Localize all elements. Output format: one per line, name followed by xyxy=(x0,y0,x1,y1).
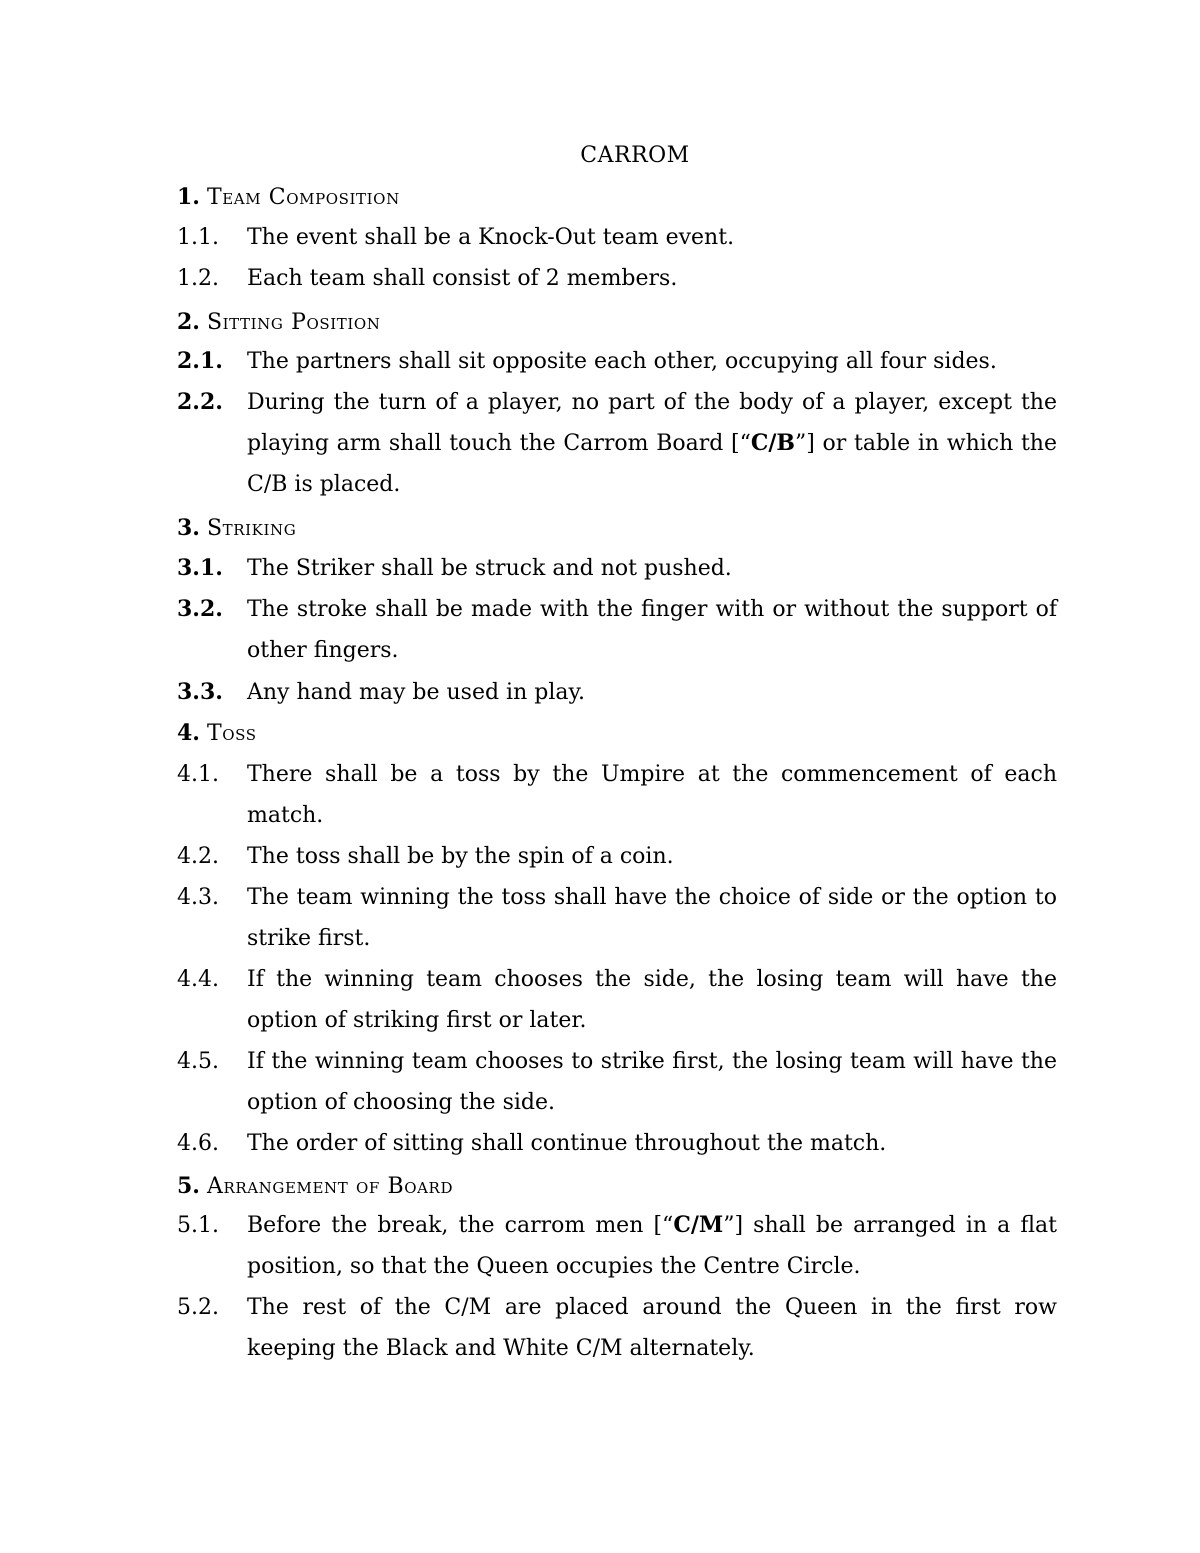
section-heading-arrangement-of-board xyxy=(177,1170,453,1203)
clause-4-4 xyxy=(177,959,1057,1041)
clause-text: The toss shall be by the spin of a coin. xyxy=(247,844,674,869)
clause-text: During the turn of a player, no part of the body of a player, except the playing arm shall touch the Carrom Board [“C/B”] or table in which the C/B is placed. xyxy=(247,390,1057,497)
clause-number: 3.1. xyxy=(177,555,223,581)
clause-text: The stroke shall be made with the finger with or without the support of other fingers. xyxy=(247,597,1057,663)
clause-text: The event shall be a Knock-Out team event. xyxy=(247,225,735,250)
clause-2-2 xyxy=(177,382,1057,505)
clause-number: 4.3. xyxy=(177,885,219,910)
clause-number: 4.2. xyxy=(177,844,219,869)
clause-1-2 xyxy=(177,258,1057,299)
clause-text: Before the break, the carrom men [“C/M”] shall be arranged in a flat position, so that the Queen occupies the Centre Circle. xyxy=(247,1212,1057,1279)
clause-number: 5.2. xyxy=(177,1295,219,1320)
clause-number: 1.1. xyxy=(177,225,219,250)
clause-text: There shall be a toss by the Umpire at the commencement of each match. xyxy=(247,762,1057,828)
section-number: 3. xyxy=(177,515,200,541)
clause-text: The team winning the toss shall have the choice of side or the option to strike first. xyxy=(247,885,1057,951)
clause-number: 4.4. xyxy=(177,967,219,992)
section-heading-sitting-position xyxy=(177,306,381,339)
section-number: 1. xyxy=(177,184,200,210)
clause-number: 4.1. xyxy=(177,762,219,787)
section-title: Team Composition xyxy=(206,185,400,210)
clause-number: 3.2. xyxy=(177,596,223,622)
document-title: CARROM xyxy=(580,143,690,168)
clause-4-2 xyxy=(177,836,1057,877)
abbreviation-cm: C/M xyxy=(673,1212,724,1238)
clause-text: The rest of the C/M are placed around the Queen in the first row keeping the Black and White C/M alternately. xyxy=(247,1295,1057,1361)
clause-3-3 xyxy=(177,672,1057,713)
clause-number: 2.1. xyxy=(177,348,223,374)
abbreviation-cb: C/B xyxy=(750,430,796,456)
section-number: 5. xyxy=(177,1173,200,1199)
clause-1-1 xyxy=(177,217,1057,258)
clause-number: 5.1. xyxy=(177,1213,219,1238)
clause-4-1 xyxy=(177,754,1057,836)
clause-5-1 xyxy=(177,1205,1057,1287)
clause-text: If the winning team chooses to strike first, the losing team will have the option of choosing the side. xyxy=(247,1049,1057,1115)
clause-number: 4.6. xyxy=(177,1131,219,1156)
clause-text: The partners shall sit opposite each other, occupying all four sides. xyxy=(247,349,997,374)
clause-number: 4.5. xyxy=(177,1049,219,1074)
section-title: Striking xyxy=(206,516,297,541)
section-title: Toss xyxy=(206,721,257,746)
clause-text: The Striker shall be struck and not pushed. xyxy=(247,556,732,581)
section-heading-striking xyxy=(177,512,296,545)
section-heading-toss xyxy=(177,717,257,750)
clause-3-1 xyxy=(177,548,1057,589)
clause-4-6 xyxy=(177,1123,1057,1164)
clause-4-5 xyxy=(177,1041,1057,1123)
clause-3-2 xyxy=(177,589,1057,671)
clause-5-2 xyxy=(177,1287,1057,1369)
clause-text: Each team shall consist of 2 members. xyxy=(247,266,678,291)
clause-2-1 xyxy=(177,341,1057,382)
clause-text: If the winning team chooses the side, the losing team will have the option of striking first or later. xyxy=(247,967,1057,1033)
section-title: Arrangement of Board xyxy=(206,1174,454,1199)
clause-number: 1.2. xyxy=(177,266,219,291)
clause-4-3 xyxy=(177,877,1057,959)
section-number: 2. xyxy=(177,309,200,335)
section-title: Sitting Position xyxy=(206,310,381,335)
clause-text: The order of sitting shall continue throughout the match. xyxy=(247,1131,887,1156)
clause-number: 3.3. xyxy=(177,679,223,705)
section-heading-team-composition xyxy=(177,181,400,214)
section-number: 4. xyxy=(177,720,200,746)
clause-number: 2.2. xyxy=(177,389,223,415)
clause-text: Any hand may be used in play. xyxy=(247,680,585,705)
